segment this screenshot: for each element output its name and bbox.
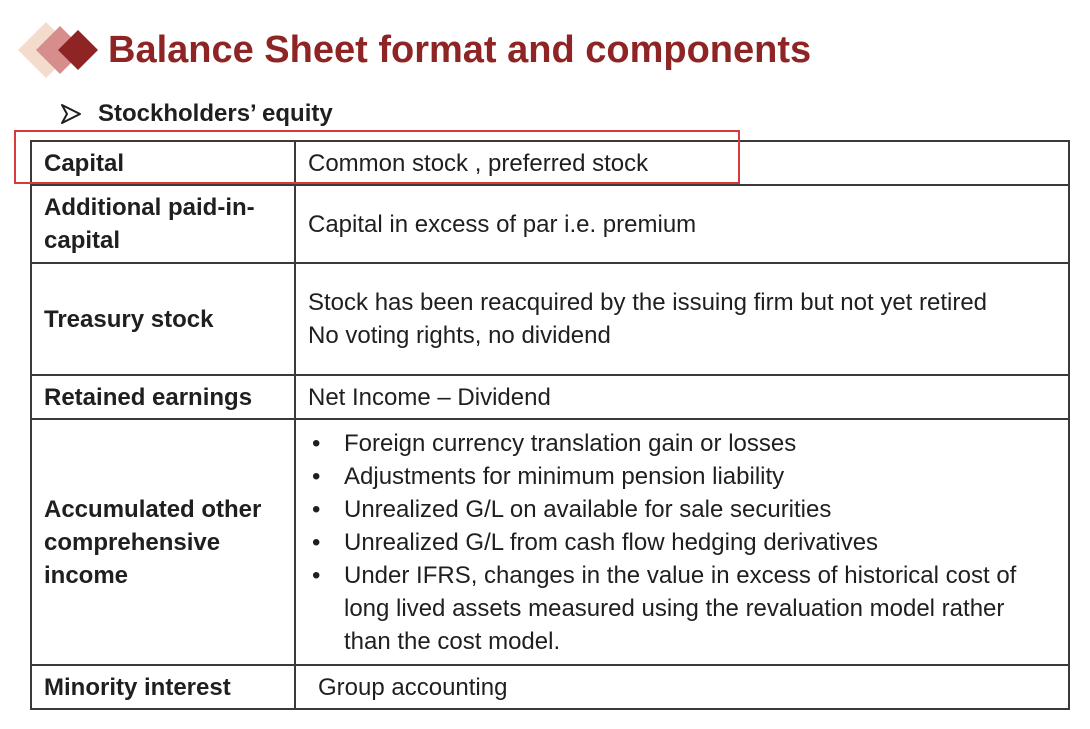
row-description	[295, 375, 1069, 419]
row-label: Retained earnings	[31, 375, 295, 419]
list-item: • Foreign currency translation gain or losses	[308, 427, 1056, 460]
row-label: Minority interest	[31, 665, 295, 709]
desc-line: Capital in excess of par i.e. premium	[308, 210, 697, 238]
table-row	[31, 375, 1069, 419]
row-label: Capital	[31, 141, 295, 185]
row-description	[295, 185, 1069, 263]
desc-line: Net Income – Dividend	[308, 383, 551, 411]
table-row	[31, 263, 1069, 375]
row-label: Accumulated other comprehensive income	[31, 419, 295, 665]
list-item: • Unrealized G/L on available for sale securities	[308, 493, 1056, 526]
table-row	[31, 419, 1069, 665]
row-label: Treasury stock	[31, 263, 295, 375]
diamond-logo-icon	[18, 22, 104, 78]
row-description	[295, 665, 1069, 709]
desc-line: Stock has been reacquired by the issuing firm but not yet retired	[308, 289, 988, 316]
bullet-list	[308, 427, 1056, 658]
arrow-bullet-icon	[60, 103, 82, 125]
row-description	[295, 263, 1069, 375]
desc-line: Common stock , preferred stock	[308, 149, 649, 177]
row-description	[295, 419, 1069, 665]
section-subtitle	[60, 96, 333, 132]
desc-line: Group accounting	[318, 673, 508, 701]
row-description	[295, 141, 1069, 185]
subtitle-text: Stockholders’ equity	[98, 100, 333, 127]
table-row	[31, 665, 1069, 709]
list-item: • Unrealized G/L from cash flow hedging derivatives	[308, 526, 1056, 559]
equity-components-table	[30, 140, 1070, 710]
desc-line: No voting rights, no dividend	[308, 322, 611, 349]
table-row	[31, 141, 1069, 185]
row-label: Additional paid-in-capital	[31, 185, 295, 263]
page-title: Balance Sheet format and components	[108, 29, 812, 71]
list-item: • Adjustments for minimum pension liability	[308, 460, 1056, 493]
table-row	[31, 185, 1069, 263]
list-item: • Under IFRS, changes in the value in excess of historical cost of long lived assets measured using the revaluation model rather than the cost model.	[308, 559, 1056, 658]
